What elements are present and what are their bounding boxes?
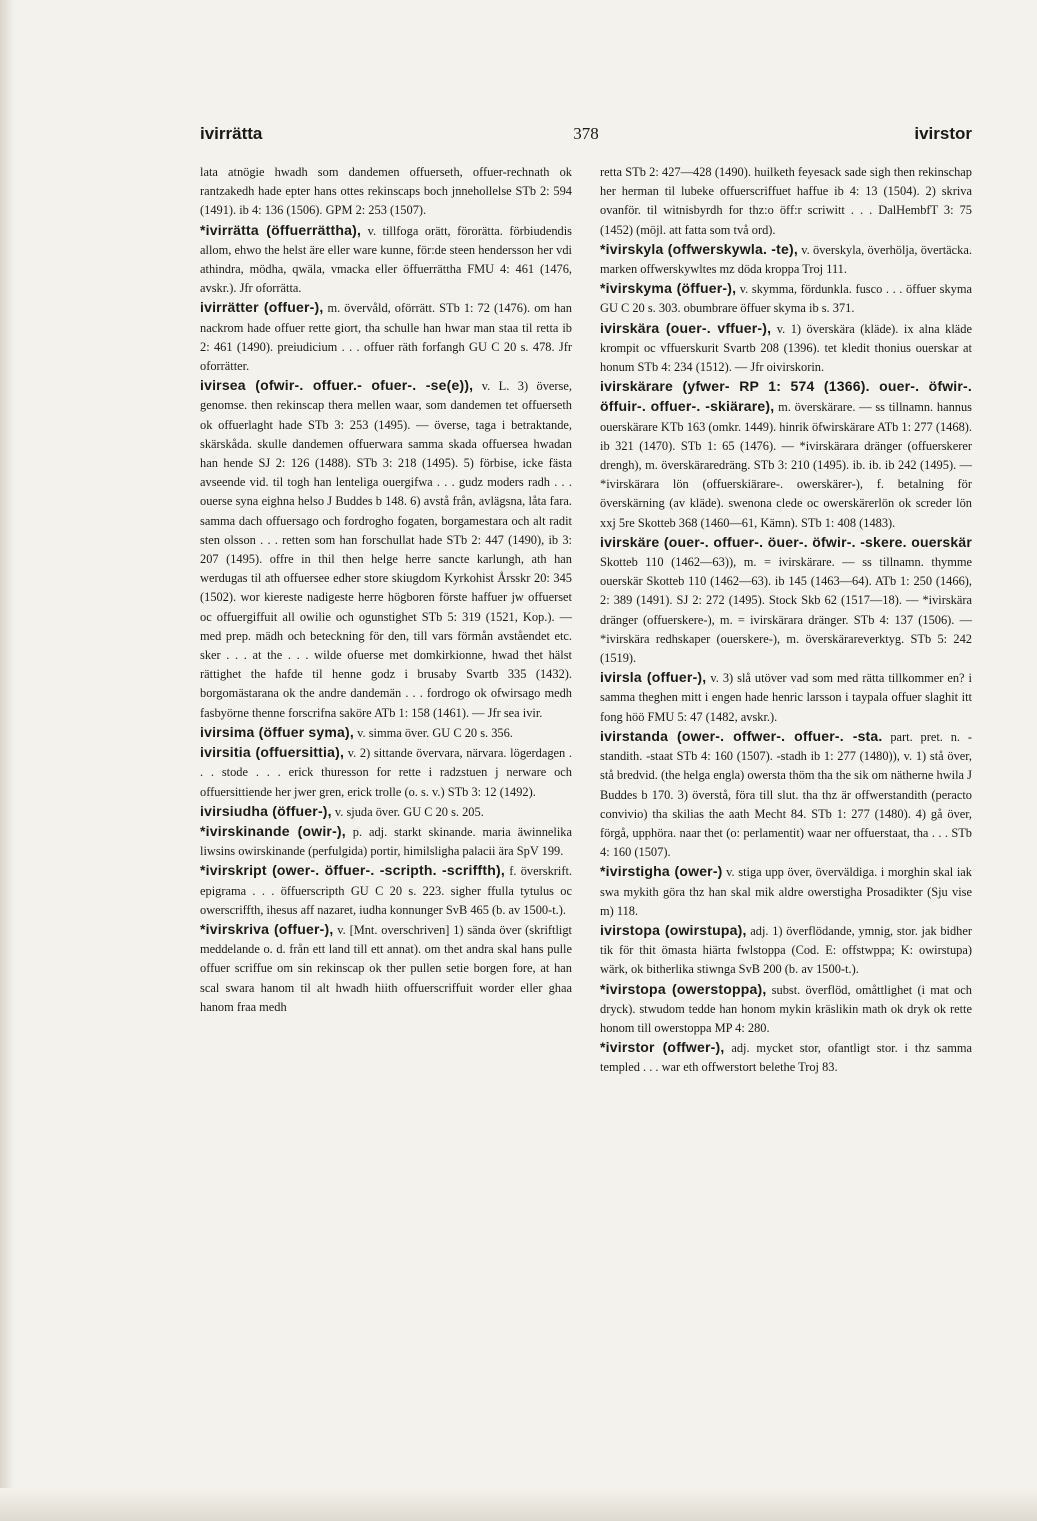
dictionary-entry — [600, 1038, 972, 1077]
dictionary-entry — [600, 279, 972, 318]
dictionary-entry — [600, 533, 972, 668]
dictionary-entry — [600, 921, 972, 980]
entry-text: adj. mycket stor, ofantligt stor. i thz samma templed . . . war eth offwerstort belethe Troj 83. — [600, 1041, 972, 1075]
dictionary-entry — [200, 298, 572, 376]
dictionary-entry — [200, 376, 572, 723]
entry-headword: *ivirskyla (offwerskywla. -te), — [600, 240, 798, 257]
dictionary-entry — [200, 723, 572, 743]
header-last-word: ivirstor — [914, 124, 972, 143]
page-bottom-edge — [0, 1488, 1037, 1521]
dictionary-entry — [600, 862, 972, 921]
entry-text: Skotteb 110 (1462—63)), m. = ivirskärare. — ss tillnamn. thymme ouerskär Skotteb 110 (1462—63). ib 145 (1463—64). ATb 1: 250 (1466), 2: 389 (1491). SJ 2: 272 (1495). Stock Skb 62 (1517—18). — *ivirskära dränger (offuerskere-), m. = ivirskärara dränger. STb 4: 137 (1506). — *ivirskära redhskaper (ouerskere-), m. överskärareverktyg. STb 5: 242 (1519). — [600, 555, 972, 666]
entry-text: retta STb 2: 427—428 (1490). huilketh feyesack sade sigh then rekinschap her herman til lubeke offuerscriffuet haffue ib 4: 13 (1504). 2) skriva ovanför. til witnisbyrdh for thz:o öff:r scriwitt . . . DalHembfT 3: 75 (1452) (möjl. att fatta som två ord). — [600, 165, 972, 237]
entry-text: v. 1) överskära (kläde). ix alna kläde krompit oc vffuerskurit Svartb 208 (1396). tet kledit thonius ouerskar at honum STb 4: 234 (1512). — Jfr oivirskorin. — [600, 321, 972, 375]
entry-headword: ivirsiudha (öffuer-), — [200, 802, 332, 819]
entry-text: v. simma över. GU C 20 s. 356. — [357, 725, 513, 740]
entry-text: p. adj. starkt skinande. maria äwinnelika liwsins owirskinande (perfulgida) portir, himilsligha palacii ära SpV 199. — [200, 824, 572, 859]
entry-headword: *ivirstigha (ower-) — [600, 863, 723, 880]
entry-text: part. pret. n. -standith. -staat STb 4: 160 (1507). -stadh ib 1: 277 (1480)), v. 1) stå över, stå bredvid. (the helga engla) owersta thöm tha the sik om nätherne hwila J Buddes b 170. 3) överstå, föra till slut. tha thz är offwerstandith (peracto convivio) tha skilias the aath Mecht 84. STb 1: 277 (1480). 4) gå över, förgå, upphöra. naar thet (o: perlamentit) waar ner offuerstaat, tha . . . STb 4: 160 (1507). — [600, 729, 972, 860]
entry-text: v. [Mnt. overschriven] 1) sända över (skriftligt meddelande o. d. från ett land till ett annat). om thet andra skal hans pulle offuer scriffue om sin rekinscap ok ther pullen setie borgen fore, at han scal swara hanom til alt hwadh hiith offuerscriffuit worder eller ghaa hanom fraa medh — [200, 922, 572, 1014]
entry-headword: *ivirskript (ower-. öffuer-. -scripth. -scriffth), — [200, 862, 505, 879]
dictionary-entry — [200, 861, 572, 920]
page-number: 378 — [573, 124, 599, 143]
entry-text: subst. överflöd, omåttlighet (i mat och dryck). stwudom tedde han honom mykin kräslikin math ok dryk ok rette honom till owerstoppa MP 4: 280. — [600, 982, 972, 1035]
entry-headword: ivirrätter (offuer-), — [200, 299, 324, 316]
entry-headword: ivirsea (ofwir-. offuer.- ofuer-. -se(e)), — [200, 377, 474, 394]
dictionary-entry — [200, 163, 572, 221]
entry-headword: ivirskärare (yfwer- RP 1: 574 (1366). ouer-. öfwir-. öffuir-. offuer-. -skiärare), — [600, 378, 972, 415]
entry-headword: *ivirskyma (öffuer-), — [600, 280, 737, 297]
dictionary-entry — [600, 980, 972, 1039]
entry-headword: *ivirstopa (owerstoppa), — [600, 980, 767, 997]
dictionary-entry — [600, 668, 972, 727]
entry-text: v. tillfoga orätt, förorätta. förbiudendis allom, ehwo the helst äre eller ware kunne, för:de steen hendersson her vdi athindra, mödha, qwäla, vmacka eller öffuerrättha FMU 4: 461 (1476, avskr.). Jfr oforrätta. — [200, 223, 572, 296]
entry-text: v. L. 3) överse, genomse. then rekinscap thera mellen waar, som dandemen tet offuerseth ok offuerlaght hade STb 3: 253 (1495). — överse, taga i betraktande, skärskåda. skulle dandemen offuerwara samma skada offuersea hwadan han hende SJ 2: 126 (1488). STb 3: 218 (1495). 5) förbise, icke fästa avseende vid. til togh han lenteliga ouergifwa . . . gudz moders radh . . . ouerse syna eighna helso J Buddes b 148. 6) avstå från, avlägsna, låta fara. samma dach offuersago och fordrogho fogaten, borgamestara och alt radit sten olsson . . . retten som han forschullat hade STb 2: 447 (1490), ib 3: 207 (1495). offre in thil then helge herre sancte karlungh, ath han werdugas til ath offuersee edher store skiugdom Kyrkohist Årsskr 20: 345 (1502). wor kiereste nadigeste herre högboren förste haffuer jw offuerset oc offuergiffuit all owilie och ogunstighet STb 5: 319 (1521, Kop.). — med prep. mädh och beteckning för den, till vars förmån avståendet etc. sker . . . at the . . . wilde ofuerse met domkirkionne, hwad thet hälst rättighet the hafde til henne godz i brusaby Svartb 335 (1432). borgomästarana ok the andre dandemän . . . fordrogo ok ofwirsago medh fasbyörne thenne forscrifna saköre ATb 1: 158 (1461). — Jfr sea ivir. — [200, 379, 572, 720]
dictionary-entry — [600, 377, 972, 533]
entry-headword: *ivirstor (offwer-), — [600, 1039, 725, 1056]
running-head — [200, 124, 972, 148]
dictionary-entry — [200, 920, 572, 1017]
dictionary-entry — [600, 163, 972, 240]
entry-headword: *ivirskinande (owir-), — [200, 822, 346, 839]
entry-text: v. sjuda över. GU C 20 s. 205. — [334, 804, 484, 819]
entry-text: adj. 1) överflödande, ymnig, stor. jak bidher tik för thit ömasta hiärta fwlstoppa (Cod. E: offstwppa; K: owirstupa) wärk, ok bitherlika stiwnga SvB 200 (b. av 1500-t.). — [600, 923, 972, 977]
entry-text: v. överskyla, överhölja, övertäcka. marken offwerskywltes mz döda kroppa Troj 111. — [600, 242, 972, 277]
dictionary-entry — [600, 240, 972, 279]
entry-headword: *ivirskriva (offuer-), — [200, 920, 334, 937]
entry-text: v. skymma, fördunkla. fusco . . . öffuer skyma GU C 20 s. 303. obumbrare öffuer skyma ib s. 371. — [600, 282, 972, 316]
dictionary-entry — [200, 802, 572, 822]
entry-text: lata atnögie hwadh som dandemen offuerseth, offuer-rechnath ok rantzakedh hade epter hans ottes rekinscaps boch jnnehollelse STb 2: 594 (1491). ib 4: 136 (1506). GPM 2: 253 (1507). — [200, 165, 572, 218]
entry-text: v. stiga upp över, överväldiga. i morghin skal iak swa mykith göra thz han skal mik aldre owerstigha Prosadikter (Sju vise m) 118. — [600, 865, 972, 918]
entry-headword: ivirsla (offuer-), — [600, 669, 707, 686]
dictionary-entry — [200, 822, 572, 861]
entry-text: v. 3) slå utöver vad som med rätta tillkommer en? i samma theghen mitt i engen hade henric larsson i taypala offuer slaghit itt fong höö FMU 5: 47 (1482, avskr.). — [600, 671, 972, 724]
right-column — [600, 163, 972, 1078]
entry-text: v. 2) sittande övervara, närvara. lögerdagen . . . stode . . . erick thuresson for rette i radzstuen j nerware och offuersittiende her jwer gren, erick trolle (o. s. v.) STb 3: 12 (1492). — [200, 746, 573, 799]
entry-headword: ivirsima (öffuer syma), — [200, 723, 354, 740]
entry-headword: ivirskäre (ouer-. offuer-. öuer-. öfwir-. -skere. ouerskär — [600, 533, 972, 550]
entry-headword: *ivirrätta (öffuerrättha), — [200, 221, 362, 238]
entry-headword: ivirskära (ouer-. vffuer-), — [600, 319, 772, 336]
dictionary-entry — [200, 221, 572, 299]
entry-headword: ivirstopa (owirstupa), — [600, 921, 747, 938]
dictionary-entry — [600, 319, 972, 378]
header-first-word: ivirrätta — [200, 124, 263, 143]
dictionary-entry — [600, 727, 972, 862]
entry-headword: ivirsitia (offuersittia), — [200, 744, 345, 761]
page-gutter-shadow — [0, 0, 14, 1521]
entry-text: m. överskärare. — ss tillnamn. hannus ouerskärare KTb 163 (omkr. 1449). hinrik öfwirskärare ATb 1: 277 (1468). ib 321 (1470). STb 1: 65 (1476). — *ivirskärara dränger (offuerskerer drengh), m. överskäraredräng. STb 3: 210 (1495). ib. ib. ib 242 (1495). — *ivirskärara lön (offuerskiärare-. owerskärer-), f. betalning för överskärning (av kläde). swenona clede oc owerskärerlön ok screder lön xxj 5re Skotteb 368 (1460—61, Kämn). STb 1: 408 (1483). — [600, 400, 972, 530]
entry-headword: ivirstanda (ower-. offwer-. offuer-. -sta. — [600, 727, 883, 744]
entry-text: m. övervåld, oförrätt. STb 1: 72 (1476). om han nackrom hade offuer rette giort, tha schulle han hwar man staa til retta ib 2: 461 (1490). preiudicium . . . offuer räth forfangh GU C 20 s. 478. Jfr oforrätter. — [200, 301, 572, 374]
dictionary-entry — [200, 743, 572, 802]
entry-text: f. överskrift. epigrama . . . öffuerscripth GU C 20 s. 223. sigher ffulla tytulus oc owerscriffth, ihesus aff nazaret, iudha konnunger SvB 465 (b. av 1500-t.). — [200, 864, 573, 917]
left-column — [200, 163, 572, 1017]
